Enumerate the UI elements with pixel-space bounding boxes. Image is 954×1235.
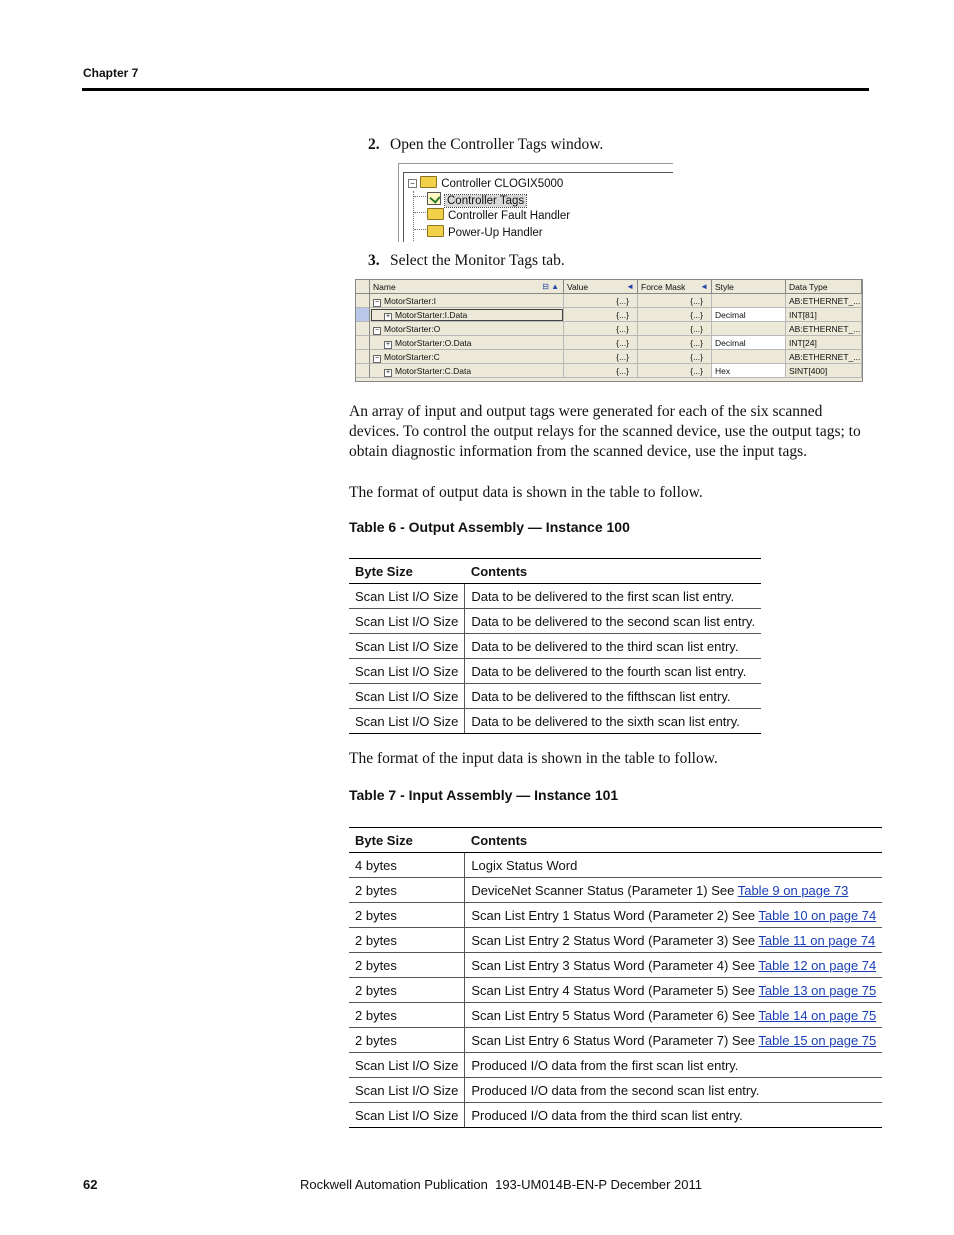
table-reference-link[interactable]: Table 9 on page 73 [737, 882, 849, 898]
expand-icon[interactable]: + [385, 341, 391, 348]
table-reference-link[interactable]: Table 11 on page 74 [758, 932, 876, 948]
tag-force-cell[interactable]: {...} [638, 364, 712, 378]
tree-root[interactable]: − Controller CLOGIX5000 [408, 176, 563, 190]
table-reference-link[interactable]: Table 14 on page 75 [758, 1007, 877, 1023]
arrow-left-icon[interactable]: ◄ [626, 282, 634, 291]
row-header[interactable] [356, 322, 370, 336]
tag-edit-icon [427, 192, 441, 205]
table-row: 4 bytes Logix Status Word [349, 853, 882, 878]
step-text: Select the Monitor Tags tab. [390, 252, 565, 269]
input-assembly-table [349, 827, 882, 1128]
expand-icon[interactable]: + [385, 313, 391, 320]
tag-value-cell[interactable]: {...} [564, 350, 638, 364]
table-row: Scan List I/O Size Data to be delivered to the sixth scan list entry. [349, 709, 761, 734]
table-row: Scan List I/O Size Data to be delivered to the fourth scan list entry. [349, 659, 761, 684]
step-number: 2. [368, 136, 380, 153]
table-row: Scan List I/O Size Data to be delivered to the fifthscan list entry. [349, 684, 761, 709]
column-header-name[interactable]: Name ⊟ ▲ [370, 280, 564, 294]
table-row: Scan List I/O Size Produced I/O data from the first scan list entry. [349, 1053, 882, 1078]
table-reference-link[interactable]: Table 12 on page 74 [758, 957, 877, 973]
expand-icon[interactable]: + [385, 369, 391, 376]
body-paragraph: The format of the input data is shown in the table to follow. [349, 750, 718, 767]
collapse-icon[interactable]: − [374, 355, 380, 362]
column-header: Byte Size [349, 559, 465, 584]
arrow-left-icon[interactable]: ◄ [700, 282, 708, 291]
tree-item-powerup-handler[interactable]: Power-Up Handler [427, 225, 543, 239]
step-2 [368, 136, 603, 154]
body-paragraph: An array of input and output tags were generated for each of the six scanned devices. To control the output relays for the scanned device, use the output tags; to obtain diagnostic information from the scanned device, use the input tags. [349, 403, 861, 460]
output-assembly-table [349, 558, 761, 734]
table-reference-link[interactable]: Table 10 on page 74 [758, 907, 877, 923]
tag-style-cell[interactable] [712, 350, 786, 364]
column-header: Contents [465, 559, 761, 584]
tag-type-cell: SINT[400] [786, 364, 862, 378]
tag-value-cell[interactable]: {...} [564, 336, 638, 350]
table-row: 2 bytes Scan List Entry 6 Status Word (Parameter 7) See Table 15 on page 75 [349, 1028, 882, 1053]
tag-value-cell[interactable]: {...} [564, 308, 638, 322]
tag-value-cell[interactable]: {...} [564, 294, 638, 308]
collapse-icon[interactable]: − [374, 327, 380, 334]
table-row: 2 bytes DeviceNet Scanner Status (Parameter 1) See Table 9 on page 73 [349, 878, 882, 903]
tag-style-cell[interactable] [712, 294, 786, 308]
publication-info: Rockwell Automation Publication 193-UM014B-EN-P December 2011 [300, 1177, 702, 1192]
folder-open-icon [420, 176, 437, 188]
step-text: Open the Controller Tags window. [390, 136, 604, 153]
tag-force-cell[interactable]: {...} [638, 322, 712, 336]
tag-type-cell: AB:ETHERNET_... [786, 322, 862, 336]
header-rule [82, 88, 869, 91]
step-3 [368, 252, 565, 270]
tag-style-cell[interactable]: Decimal [712, 336, 786, 350]
tag-name-cell[interactable]: + MotorStarter:C.Data [370, 364, 564, 378]
folder-icon [427, 225, 444, 237]
tag-force-cell[interactable]: {...} [638, 308, 712, 322]
table-row: 2 bytes Scan List Entry 3 Status Word (Parameter 4) See Table 12 on page 74 [349, 953, 882, 978]
table-reference-link[interactable]: Table 13 on page 75 [758, 982, 877, 998]
controller-tree-screenshot [398, 163, 673, 242]
tag-name-cell[interactable]: + MotorStarter:I.Data [370, 308, 564, 322]
tag-type-cell: INT[81] [786, 308, 862, 322]
page-number: 62 [83, 1177, 98, 1192]
chapter-label: Chapter 7 [83, 66, 139, 80]
column-header-force-mask[interactable]: Force Mask ◄ [638, 280, 712, 294]
table-row: 2 bytes Scan List Entry 1 Status Word (Parameter 2) See Table 10 on page 74 [349, 903, 882, 928]
folder-icon [427, 208, 444, 220]
filter-icon[interactable]: ⊟ [542, 282, 549, 291]
tag-force-cell[interactable]: {...} [638, 350, 712, 364]
row-header[interactable] [356, 336, 370, 350]
tag-force-cell[interactable]: {...} [638, 294, 712, 308]
tag-force-cell[interactable]: {...} [638, 336, 712, 350]
table-caption: Table 7 - Input Assembly — Instance 101 [349, 787, 619, 803]
table-row: Scan List I/O Size Data to be delivered to the second scan list entry. [349, 609, 761, 634]
sort-icon[interactable]: ▲ [551, 282, 559, 291]
column-header-style[interactable]: Style [712, 280, 786, 294]
table-row: Scan List I/O Size Produced I/O data from the third scan list entry. [349, 1103, 882, 1128]
table-row: 2 bytes Scan List Entry 2 Status Word (Parameter 3) See Table 11 on page 74 [349, 928, 882, 953]
tag-type-cell: AB:ETHERNET_... [786, 294, 862, 308]
table-reference-link[interactable]: Table 15 on page 75 [758, 1032, 877, 1048]
row-header[interactable] [356, 350, 370, 364]
table-row: Scan List I/O Size Produced I/O data from the second scan list entry. [349, 1078, 882, 1103]
tag-type-cell: INT[24] [786, 336, 862, 350]
row-header-selected[interactable] [356, 308, 370, 322]
collapse-icon[interactable]: − [374, 299, 380, 306]
grid-corner [356, 280, 370, 294]
tag-name-cell[interactable]: + MotorStarter:O.Data [370, 336, 564, 350]
tree-item-controller-tags[interactable]: Controller Tags [427, 192, 526, 206]
column-header: Byte Size [349, 828, 465, 853]
tag-name-cell[interactable]: − MotorStarter:O [370, 322, 564, 336]
row-header[interactable] [356, 364, 370, 378]
tag-style-cell[interactable]: Decimal [712, 308, 786, 322]
collapse-icon[interactable]: − [408, 179, 417, 188]
tag-style-cell[interactable] [712, 322, 786, 336]
tag-type-cell: AB:ETHERNET_... [786, 350, 862, 364]
monitor-tags-grid [355, 279, 863, 382]
step-number: 3. [368, 252, 380, 269]
table-row: 2 bytes Scan List Entry 5 Status Word (Parameter 6) See Table 14 on page 75 [349, 1003, 882, 1028]
table-caption: Table 6 - Output Assembly — Instance 100 [349, 519, 630, 535]
column-header-data-type[interactable]: Data Type [786, 280, 862, 294]
tag-name-cell[interactable]: − MotorStarter:I [370, 294, 564, 308]
table-row: Scan List I/O Size Data to be delivered to the first scan list entry. [349, 584, 761, 609]
tag-style-cell[interactable]: Hex [712, 364, 786, 378]
tag-name-cell[interactable]: − MotorStarter:C [370, 350, 564, 364]
tag-value-cell[interactable]: {...} [564, 322, 638, 336]
tree-item-fault-handler[interactable]: Controller Fault Handler [427, 208, 570, 222]
table-row: Scan List I/O Size Data to be delivered to the third scan list entry. [349, 634, 761, 659]
tag-value-cell[interactable]: {...} [564, 364, 638, 378]
body-paragraph: The format of output data is shown in the table to follow. [349, 484, 703, 501]
column-header-value[interactable]: Value ◄ [564, 280, 638, 294]
column-header: Contents [465, 828, 882, 853]
table-row: 2 bytes Scan List Entry 4 Status Word (Parameter 5) See Table 13 on page 75 [349, 978, 882, 1003]
row-header[interactable] [356, 294, 370, 308]
